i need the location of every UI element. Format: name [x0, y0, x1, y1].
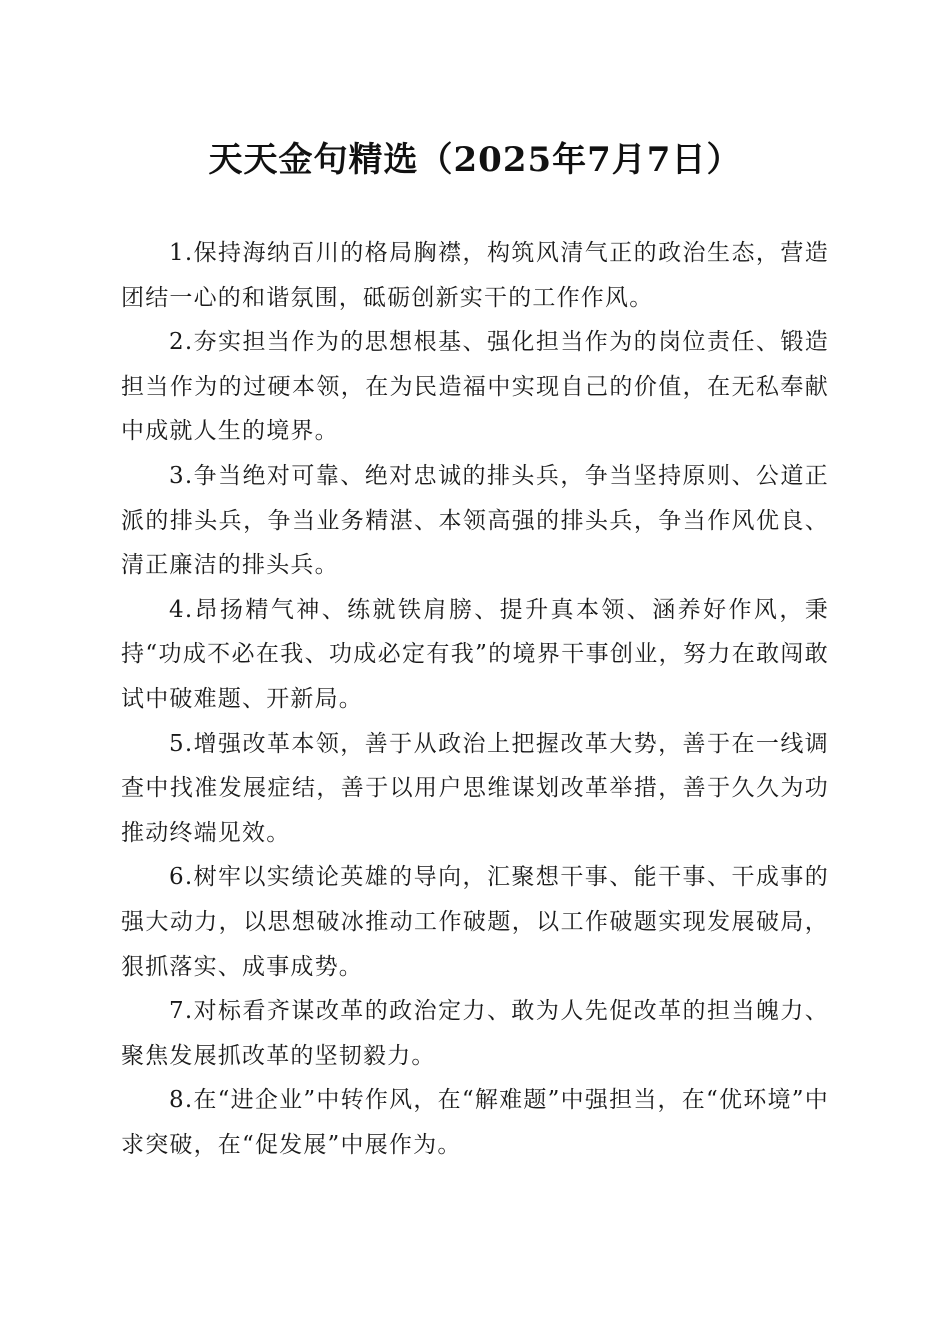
- paragraph-3: 3.争当绝对可靠、绝对忠诚的排头兵，争当坚持原则、公道正派的排头兵，争当业务精湛、本领高强的排头兵，争当作风优良、清正廉洁的排头兵。: [121, 462, 829, 579]
- paragraph-6: 6.树牢以实绩论英雄的导向，汇聚想干事、能干事、干成事的强大动力，以思想破冰推动工作破题，以工作破题实现发展破局，狠抓落实、成事成势。: [121, 864, 829, 980]
- paragraph-2: 2.夯实担当作为的思想根基、强化担当作为的岗位责任、锻造担当作为的过硬本领，在为民造福中实现自己的价值，在无私奉献中成就人生的境界。: [121, 329, 829, 445]
- paragraph-8: 8.在“进企业”中转作风，在“解难题”中强担当，在“优环境”中求突破，在“促发展”中展作为。: [121, 1087, 829, 1158]
- document-body: [121, 231, 829, 1167]
- document-title: 天天金句精选（2025年7月7日）: [208, 140, 742, 180]
- paragraph-4: 4.昂扬精气神、练就铁肩膀、提升真本领、涵养好作风，秉持“功成不必在我、功成必定有我”的境界干事创业，努力在敢闯敢试中破难题、开新局。: [121, 596, 829, 712]
- paragraph-5: 5.增强改革本领，善于从政治上把握改革大势，善于在一线调查中找准发展症结，善于以用户思维谋划改革举措，善于久久为功推动终端见效。: [121, 730, 829, 846]
- paragraph-1: 1.保持海纳百川的格局胸襟，构筑风清气正的政治生态，营造团结一心的和谐氛围，砥砺创新实干的工作作风。: [121, 240, 829, 311]
- paragraph-7: 7.对标看齐谋改革的政治定力、敢为人先促改革的担当魄力、聚焦发展抓改革的坚韧毅力。: [121, 998, 829, 1069]
